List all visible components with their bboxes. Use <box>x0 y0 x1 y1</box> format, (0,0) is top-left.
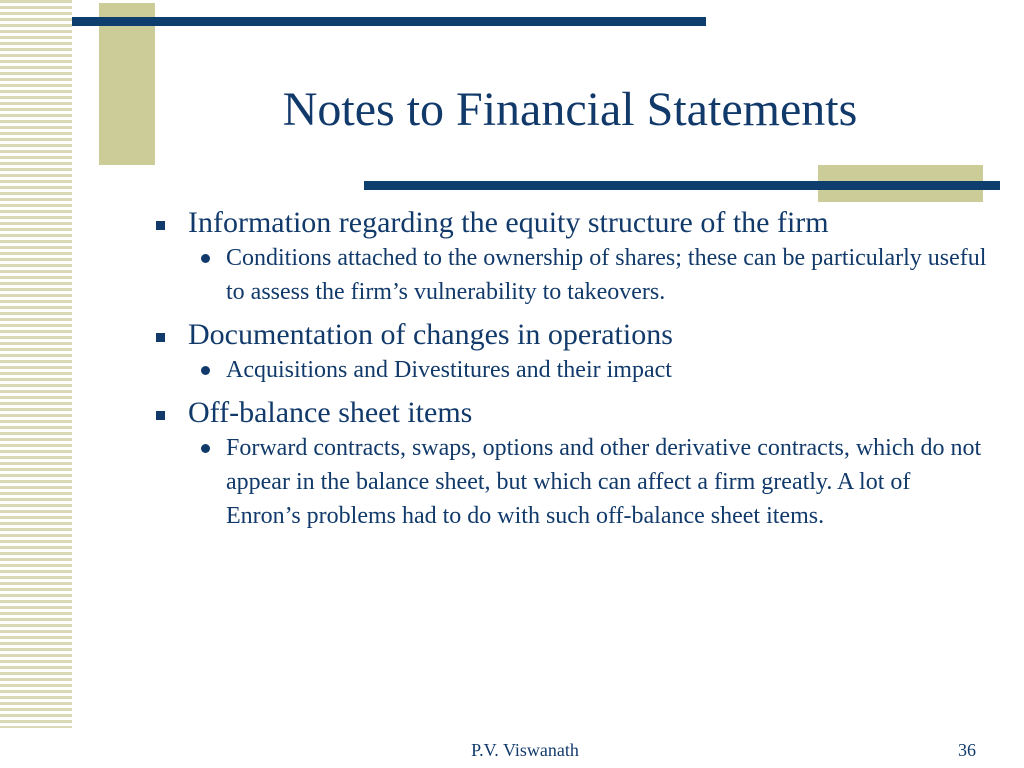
decorative-line-top <box>72 17 706 26</box>
sub-bullet-text: Acquisitions and Divestitures and their impact <box>226 357 672 383</box>
footer-author: P.V. Viswanath <box>471 740 579 760</box>
sub-bullet-item <box>150 431 990 533</box>
bullet-list <box>150 205 990 533</box>
bullet-item <box>150 395 990 431</box>
sub-bullet-text: Forward contracts, swaps, options and other derivative contracts, which do not appear in the balance sheet, but which can affect a firm greatly. A lot of Enron’s problems had to do with such off-balance sheet items. <box>226 435 982 529</box>
square-bullet-icon <box>156 411 165 420</box>
bullet-item <box>150 317 990 353</box>
round-bullet-icon <box>201 366 210 375</box>
decorative-block-top <box>99 3 155 165</box>
bullet-text: Documentation of changes in operations <box>188 318 673 351</box>
decorative-stripes <box>0 0 72 728</box>
bullet-item <box>150 205 990 241</box>
bullet-text: Off-balance sheet items <box>188 396 473 429</box>
round-bullet-icon <box>201 444 210 453</box>
sub-bullet-item <box>150 241 990 309</box>
slide-title: Notes to Financial Statements <box>282 83 858 136</box>
sub-bullet-text: Conditions attached to the ownership of shares; these can be particularly useful to assess the firm’s vulnerability to takeovers. <box>226 245 987 305</box>
square-bullet-icon <box>156 221 165 230</box>
square-bullet-icon <box>156 333 165 342</box>
decorative-line-bottom <box>364 181 1000 190</box>
bullet-text: Information regarding the equity structure of the firm <box>188 206 829 239</box>
sub-bullet-item <box>150 353 990 387</box>
round-bullet-icon <box>201 254 210 263</box>
page-number: 36 <box>958 740 976 760</box>
